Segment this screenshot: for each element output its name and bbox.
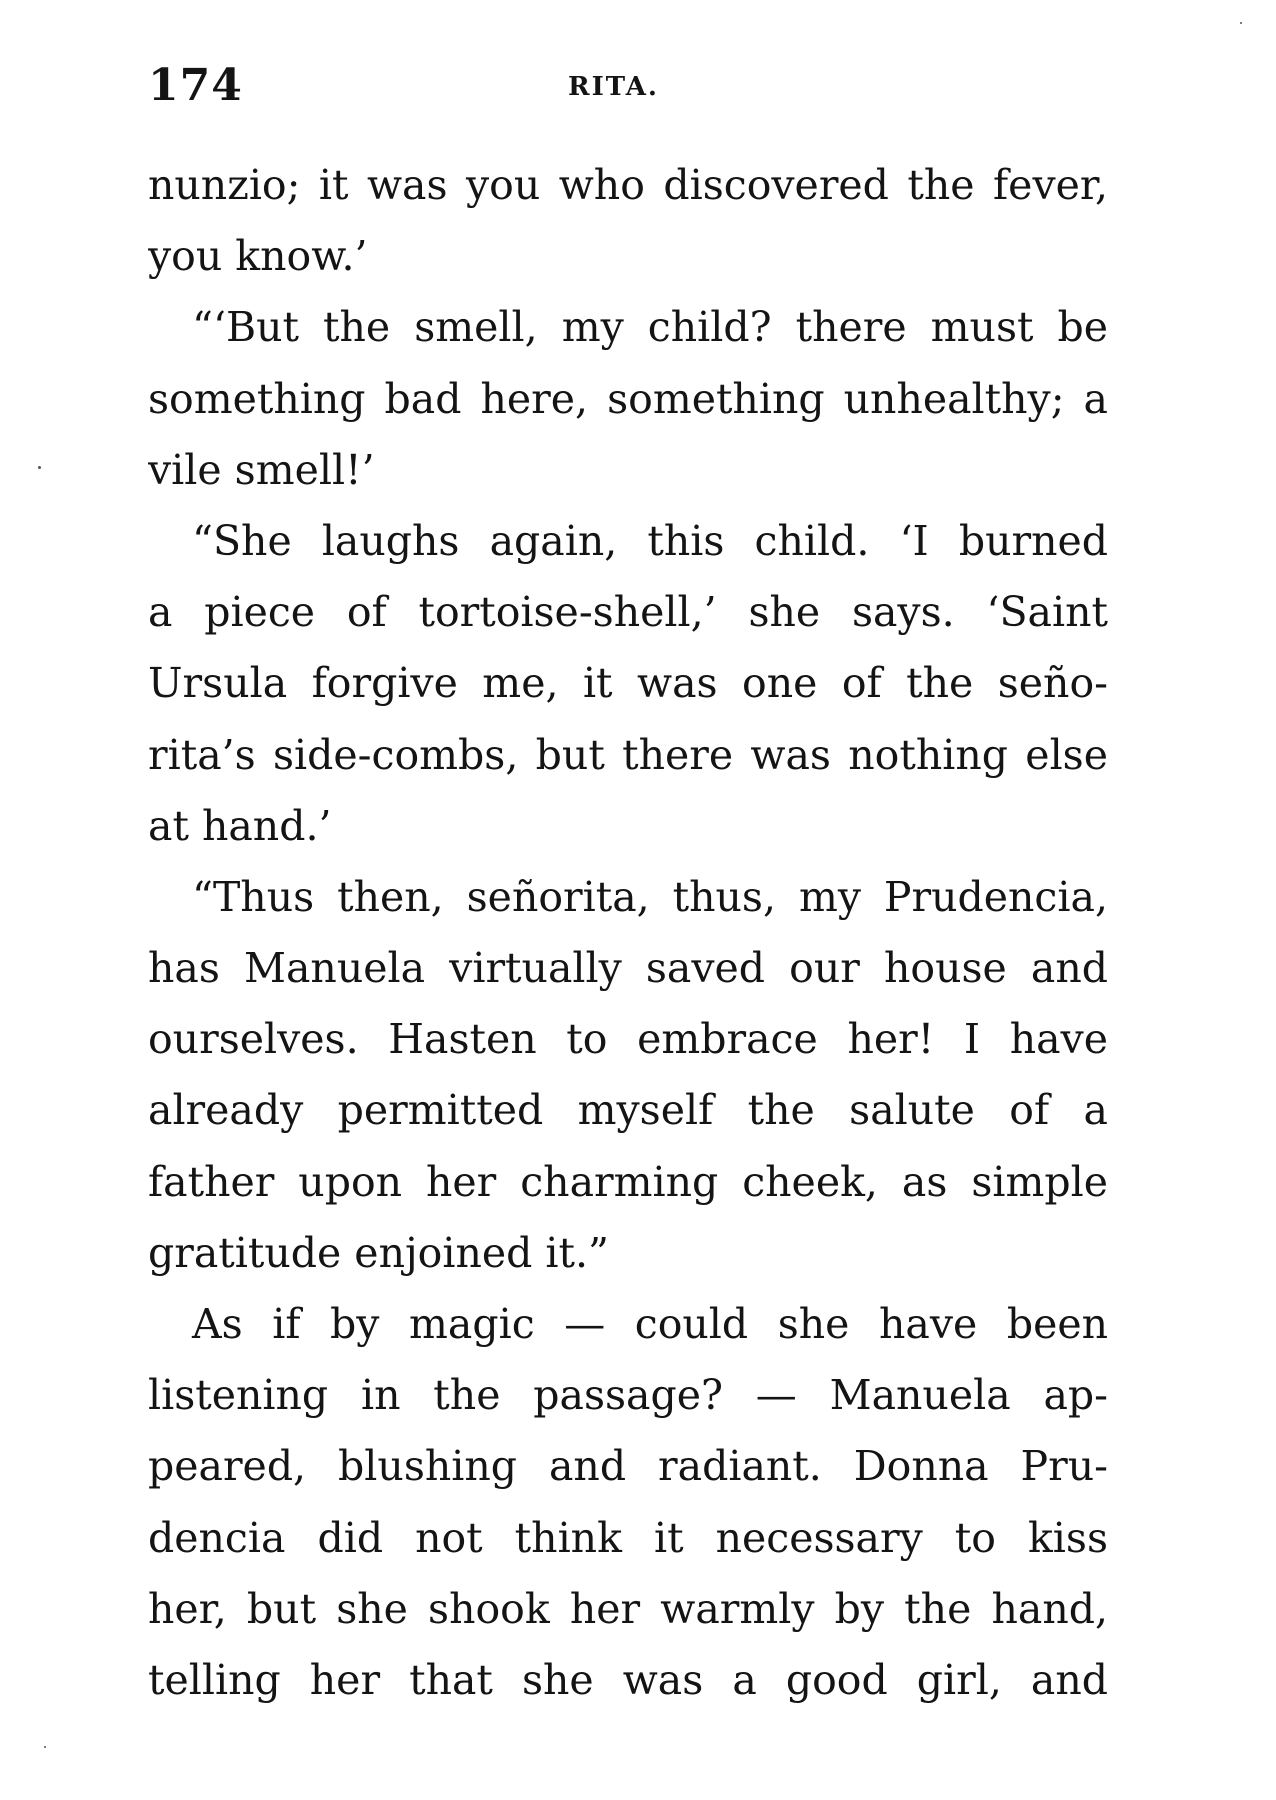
scan-speck bbox=[1240, 22, 1242, 24]
text-line: nunzio; it was you who discovered the fever, bbox=[148, 161, 1108, 209]
scan-speck bbox=[44, 1746, 46, 1748]
text-line: has Manuela virtually saved our house and bbox=[148, 944, 1108, 993]
text-line: “Thus then, señorita, thus, my Prudencia, bbox=[192, 872, 1108, 921]
text-line: “‘But the smell, my child? there must be bbox=[192, 303, 1108, 352]
running-title: RITA. bbox=[568, 72, 659, 102]
body-text bbox=[148, 150, 1108, 1716]
text-line: gratitude enjoined it.” bbox=[148, 1228, 610, 1277]
text-line: father upon her charming cheek, as simple bbox=[148, 1157, 1108, 1206]
scan-speck bbox=[38, 466, 41, 469]
running-head bbox=[148, 60, 1108, 120]
text-line: her, but she shook her warmly by the hand, bbox=[148, 1584, 1108, 1633]
text-line: “She laughs again, this child. ‘I burned bbox=[192, 516, 1108, 565]
page-number: 174 bbox=[148, 60, 243, 111]
text-line: vile smell!’ bbox=[148, 445, 375, 494]
text-line: As if by magic — could she have been bbox=[192, 1300, 1108, 1348]
text-line: a piece of tortoise-shell,’ she says. ‘Saint bbox=[148, 588, 1108, 637]
text-line: you know.’ bbox=[148, 232, 368, 281]
text-line: rita’s side-combs, but there was nothing else bbox=[148, 730, 1108, 779]
text-line: telling her that she was a good girl, and bbox=[148, 1655, 1108, 1704]
text-line: peared, blushing and radiant. Donna Pru- bbox=[148, 1442, 1108, 1491]
text-line: listening in the passage? — Manuela ap- bbox=[148, 1371, 1108, 1420]
text-line: at hand.’ bbox=[148, 801, 332, 850]
text-line: Ursula forgive me, it was one of the seño- bbox=[148, 659, 1108, 708]
text-line: already permitted myself the salute of a bbox=[148, 1086, 1108, 1135]
text-line: dencia did not think it necessary to kiss bbox=[148, 1513, 1108, 1562]
text-line: ourselves. Hasten to embrace her! I have bbox=[148, 1015, 1108, 1064]
text-line: something bad here, something unhealthy; a bbox=[148, 374, 1108, 423]
